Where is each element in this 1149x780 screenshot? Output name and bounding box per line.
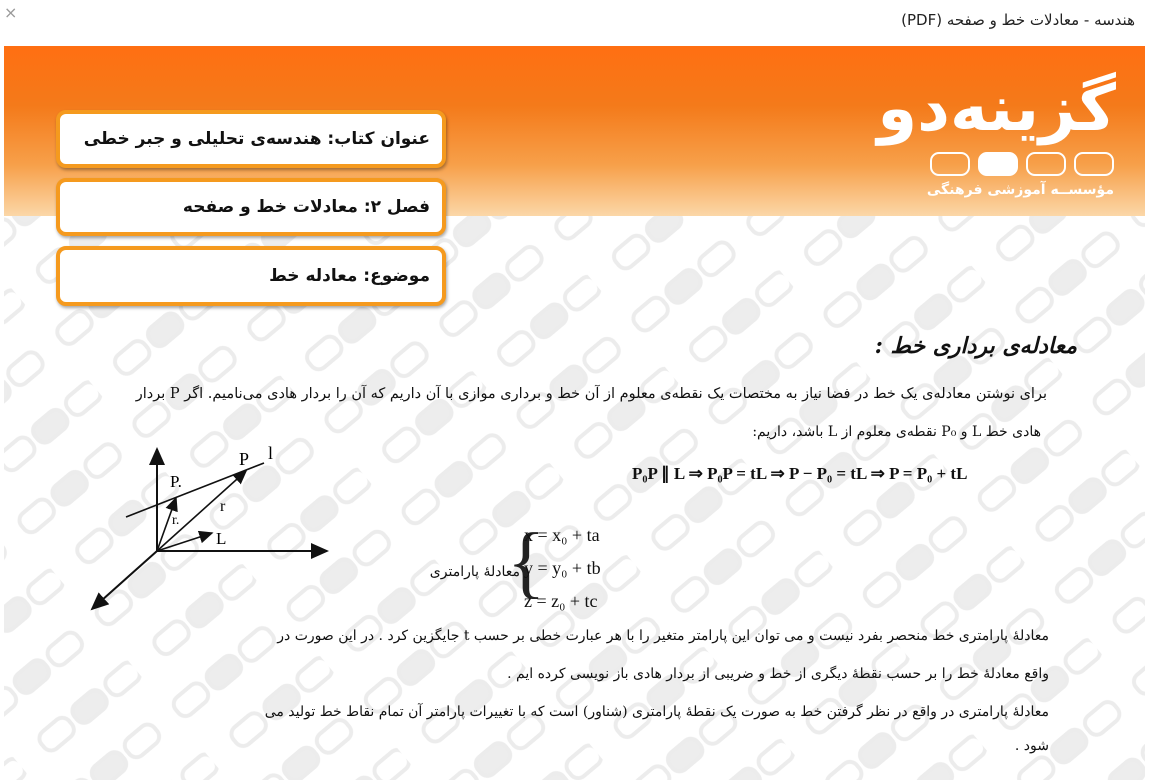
close-icon[interactable]: × <box>4 3 18 22</box>
pdf-viewer[interactable] <box>4 46 1145 780</box>
label-r: r <box>220 498 226 515</box>
param-eq-y: y = y₀ + tb <box>524 558 601 578</box>
chapter-box <box>56 178 446 236</box>
label-P: P <box>239 449 250 469</box>
line-l <box>126 463 264 517</box>
param-eq-z: z = z₀ + tc <box>524 591 598 611</box>
chapter-title: فصل ۲: معادلات خط و صفحه <box>182 197 430 217</box>
paragraph-line: هادی خط L و P₀ نقطه‌ی معلوم از L باشد، داریم: <box>752 424 1041 440</box>
label-r0: r. <box>172 513 180 528</box>
logo-box <box>1026 152 1066 176</box>
logo-subtitle: مؤسســه آموزشی فرهنگی <box>926 182 1114 198</box>
paragraph-line: واقع معادلهٔ خط را بر حسب نقطهٔ دیگری از خط و ضریبی از بردار هادی باز نویسی کرده ایم . <box>507 666 1049 682</box>
logo-boxes <box>930 152 1114 176</box>
section-heading: معادله‌ی برداری خط : <box>874 333 1077 359</box>
param-eq-x: x = x₀ + ta <box>524 525 600 545</box>
topic-box <box>56 246 446 306</box>
label-L: L <box>216 529 227 548</box>
system-brace: { <box>507 518 546 606</box>
window-title: هندسه - معادلات خط و صفحه (PDF) <box>901 11 1135 29</box>
vector-equation: P₀P ∥ L ⇒ P₀P = tL ⇒ P − P₀ = tL ⇒ P = P₀ + tL <box>632 464 968 483</box>
label-l: l <box>268 443 274 463</box>
param-label: معادلهٔ پارامتری <box>429 564 520 580</box>
label-P0: P. <box>170 472 182 491</box>
paragraph-line: شود . <box>1014 738 1049 754</box>
book-title-box <box>56 110 446 168</box>
title-bar <box>0 0 1149 44</box>
logo-box <box>1074 152 1114 176</box>
publisher-logo <box>877 70 1116 210</box>
topic-title: موضوع: معادله خط <box>269 266 430 286</box>
line-diagram <box>84 441 344 616</box>
logo-box <box>978 152 1018 176</box>
x-axis <box>92 551 157 609</box>
paragraph-line: برای نوشتن معادله‌ی یک خط در فضا نیاز به مختصات یک نقطه‌ی معلوم از آن خط و برداری موازی با آن داریم که آن را بردار هادی می‌نامیم. اگر P بردار <box>135 386 1047 402</box>
paragraph-line: معادلهٔ پارامتری در واقع در نظر گرفتن خط به صورت یک نقطهٔ پارامتری (شناور) است که با تغییرات پارامتر آن تمام نقاط خط تولید می <box>264 704 1049 720</box>
logo-box <box>930 152 970 176</box>
logo-text: گزینه‌دو <box>877 72 1116 146</box>
paragraph-line: معادلهٔ پارامتری خط منحصر بفرد نیست و می توان این پارامتر متغیر را با هر عبارت خطی بر حسب t جایگزین کرد . در این صورت در <box>277 628 1049 644</box>
vector-L <box>157 533 212 551</box>
book-title: عنوان کتاب: هندسه‌ی تحلیلی و جبر خطی <box>83 129 430 149</box>
